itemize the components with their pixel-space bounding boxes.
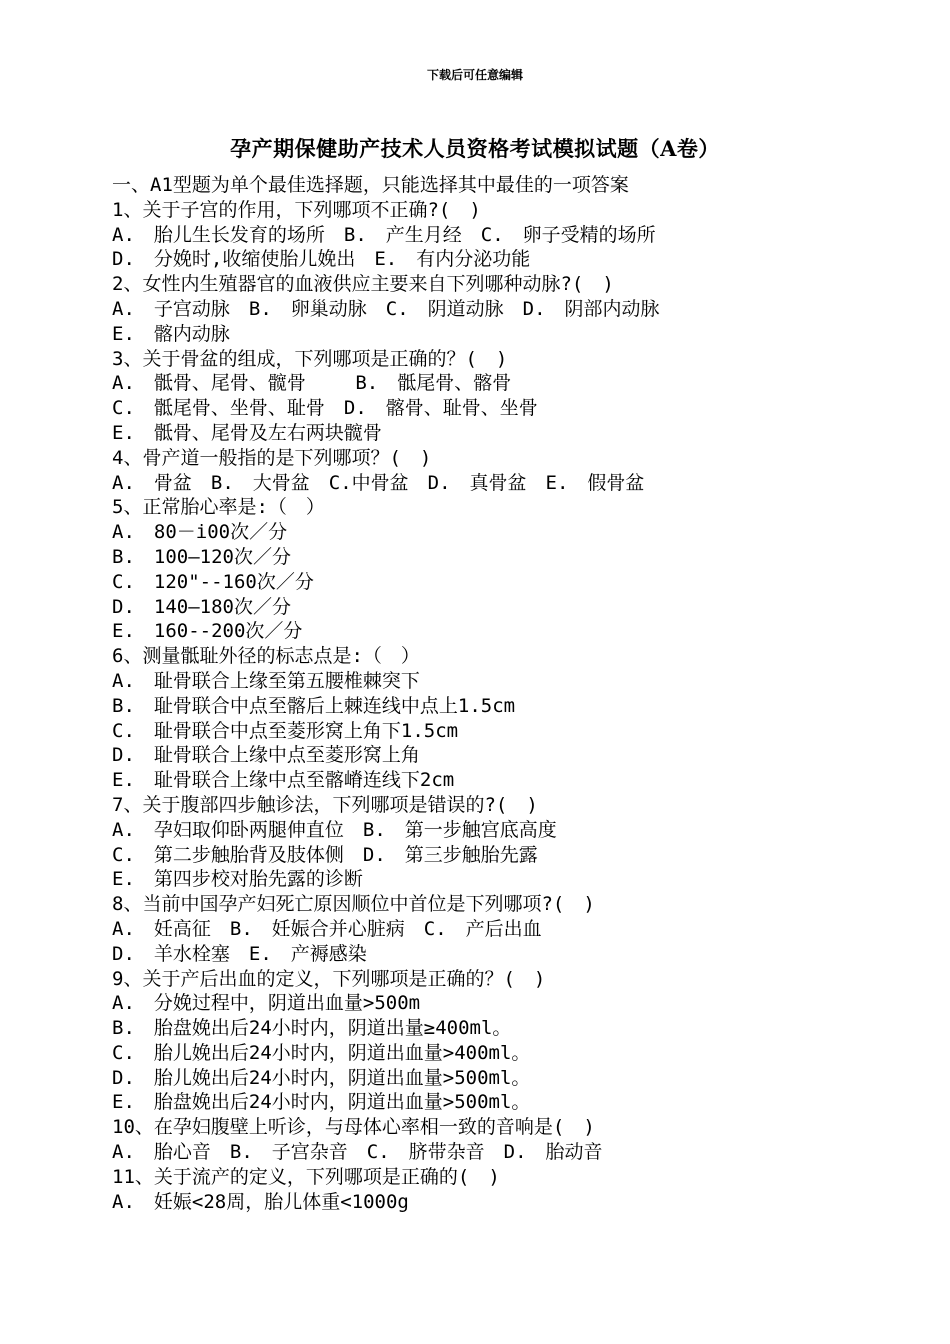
- question-line: A. 孕妇取仰卧两腿伸直位 B. 第一步触宫底高度: [112, 818, 557, 841]
- question-line: 1、关于子宫的作用，下列哪项不正确?( ): [112, 198, 481, 221]
- header-note: 下载后可任意编辑: [426, 68, 523, 82]
- question-line: 3、关于骨盆的组成，下列哪项是正确的？( ): [112, 347, 508, 370]
- question-line: C. 骶尾骨、坐骨、耻骨 D. 髂骨、耻骨、坐骨: [112, 397, 538, 420]
- question-line: D. 140—180次／分: [112, 595, 291, 618]
- question-line: B. 胎盘娩出后24小时内，阴道出量≥400ml。: [112, 1017, 512, 1040]
- question-line: 2、女性内生殖器官的血液供应主要来自下列哪种动脉?( ): [112, 273, 614, 296]
- question-line: E. 耻骨联合上缘中点至髂嵴连线下2cm: [112, 769, 455, 792]
- question-line: E. 髂内动脉: [112, 322, 230, 345]
- question-line: 5、正常胎心率是:（ ）: [112, 496, 325, 519]
- question-line: A. 子宫动脉 B. 卵巢动脉 C. 阴道动脉 D. 阴部内动脉: [112, 297, 660, 320]
- section-heading: 一、A1型题为单个最佳选择题，只能选择其中最佳的一项答案: [112, 174, 629, 196]
- question-line: E. 骶骨、尾骨及左右两块髋骨: [112, 421, 382, 444]
- question-line: C. 胎儿娩出后24小时内，阴道出血量>400ml。: [112, 1041, 531, 1064]
- question-line: A. 骶骨、尾骨、髋骨 B. 骶尾骨、髂骨: [112, 372, 512, 395]
- question-line: A. 分娩过程中，阴道出血量>500m: [112, 992, 421, 1015]
- question-line: C. 第二步触胎背及肢体侧 D. 第三步触胎先露: [112, 843, 538, 866]
- question-line: A. 妊娠<28周，胎儿体重<1000g: [112, 1190, 409, 1213]
- question-line: A. 胎儿生长发育的场所 B. 产生月经 C. 卵子受精的场所: [112, 223, 656, 246]
- question-list: [112, 173, 912, 1214]
- question-line: 7、关于腹部四步触诊法，下列哪项是错误的?( ): [112, 793, 538, 816]
- question-line: E. 160--200次／分: [112, 620, 303, 643]
- question-line: E. 胎盘娩出后24小时内，阴道出血量>500ml。: [112, 1091, 531, 1114]
- question-line: C. 耻骨联合中点至菱形窝上角下1.5cm: [112, 719, 459, 742]
- question-line: A. 胎心音 B. 子宫杂音 C. 脐带杂音 D. 胎动音: [112, 1141, 603, 1164]
- question-line: 4、骨产道一般指的是下列哪项？( ): [112, 446, 432, 469]
- question-line: 10、在孕妇腹壁上听诊，与母体心率相一致的音响是( ): [112, 1116, 595, 1139]
- question-line: A. 80－i00次／分: [112, 521, 288, 544]
- question-line: A. 骨盆 B. 大骨盆 C.中骨盆 D. 真骨盆 E. 假骨盆: [112, 471, 645, 494]
- question-line: D. 羊水栓塞 E. 产褥感染: [112, 942, 367, 965]
- question-line: 6、测量骶耻外径的标志点是:（ ）: [112, 645, 420, 668]
- question-line: 11、关于流产的定义，下列哪项是正确的( ): [112, 1165, 500, 1188]
- question-line: B. 耻骨联合中点至髂后上棘连线中点上1.5cm: [112, 694, 516, 717]
- question-line: A. 耻骨联合上缘至第五腰椎棘突下: [112, 669, 420, 692]
- question-line: D. 耻骨联合上缘中点至菱形窝上角: [112, 744, 420, 767]
- question-line: D. 分娩时,收缩使胎儿娩出 E. 有内分泌功能: [112, 248, 531, 271]
- question-line: C. 120"--160次／分: [112, 570, 314, 593]
- question-line: 9、关于产后出血的定义，下列哪项是正确的？( ): [112, 967, 546, 990]
- page-title: 孕产期保健助产技术人员资格考试模拟试题（A卷）: [230, 136, 720, 161]
- question-line: B. 100—120次／分: [112, 545, 291, 568]
- question-line: A. 妊高征 B. 妊娠合并心脏病 C. 产后出血: [112, 917, 542, 940]
- question-line: E. 第四步校对胎先露的诊断: [112, 868, 363, 891]
- question-line: D. 胎儿娩出后24小时内，阴道出血量>500ml。: [112, 1066, 531, 1089]
- question-line: 8、当前中国孕产妇死亡原因顺位中首位是下列哪项?( ): [112, 893, 595, 916]
